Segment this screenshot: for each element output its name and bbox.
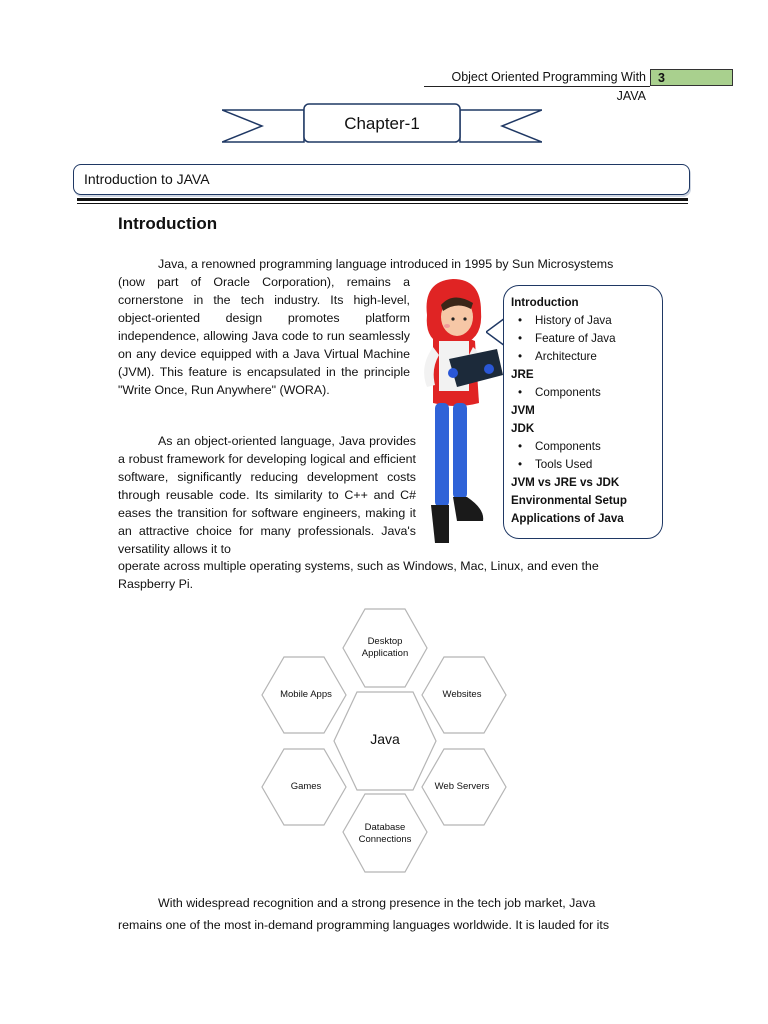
toc-item: • Components [511, 384, 658, 402]
running-header-title: Object Oriented Programming With JAVA [424, 68, 650, 87]
toc-item: Introduction [511, 296, 579, 309]
hex-label-desktop: Desktop Application [361, 636, 409, 659]
closing-line-2: remains one of the most in-demand programming languages worldwide. It is lauded for its [118, 918, 610, 932]
toc-item: Environmental Setup [511, 494, 627, 507]
intro-heading: Introduction [118, 214, 218, 233]
chapter-label: Chapter-1 [344, 114, 420, 133]
intro-paragraph-tail: operate across multiple operating systems, such as Windows, Mac, Linux, and even the Raspberry Pi. [118, 559, 599, 591]
closing-line-1: With widespread recognition and a strong presence in the tech job market, Java [158, 896, 596, 910]
hex-label-websites: Websites [442, 689, 482, 700]
toc-item: JVM vs JRE vs JDK [511, 476, 620, 489]
page-number-badge: 3 [650, 69, 733, 86]
hex-label-java: Java [370, 731, 400, 747]
toc-item: • History of Java [511, 312, 658, 330]
hex-label-database: Database Connections [358, 822, 412, 845]
toc-item: JRE [511, 368, 534, 381]
toc-item: • Tools Used [511, 456, 658, 474]
hex-label-web-servers: Web Servers [434, 781, 490, 792]
section-title-box: Introduction to JAVA [73, 164, 690, 195]
section-divider-thin [77, 203, 688, 204]
toc-item: • Components [511, 438, 658, 456]
intro-paragraph-2: As an object-oriented language, Java provides a robust framework for developing logical and efficient software, significantly reducing development costs through reusable code. Its similarity to C++ and C# eases the transition for software engineers, making it an attractive choice for many professionals. Java's versatility allows it to [118, 434, 416, 556]
toc-item: Applications of Java [511, 512, 624, 525]
hex-label-mobile: Mobile Apps [280, 689, 332, 700]
chapter-contents-bubble [503, 285, 663, 539]
hex-label-games: Games [290, 781, 322, 792]
toc-item: JVM [511, 404, 535, 417]
intro-paragraph-1: (now part of Oracle Corporation), remains a cornerstone in the tech industry. Its high-level, object-oriented design promotes platform independence, allowing Java code to run seamlessly on any device equipped with a Java Virtual Machine (JVM). This feature is encapsulated in the principle "Write Once, Run Anywhere" (WORA). [118, 275, 410, 397]
intro-first-line: Java, a renowned programming language introduced in 1995 by Sun Microsystems [158, 257, 614, 271]
toc-item: • Feature of Java [511, 330, 658, 348]
toc-item: • Architecture [511, 348, 658, 366]
section-divider-thick [77, 198, 688, 201]
toc-item: JDK [511, 422, 535, 435]
